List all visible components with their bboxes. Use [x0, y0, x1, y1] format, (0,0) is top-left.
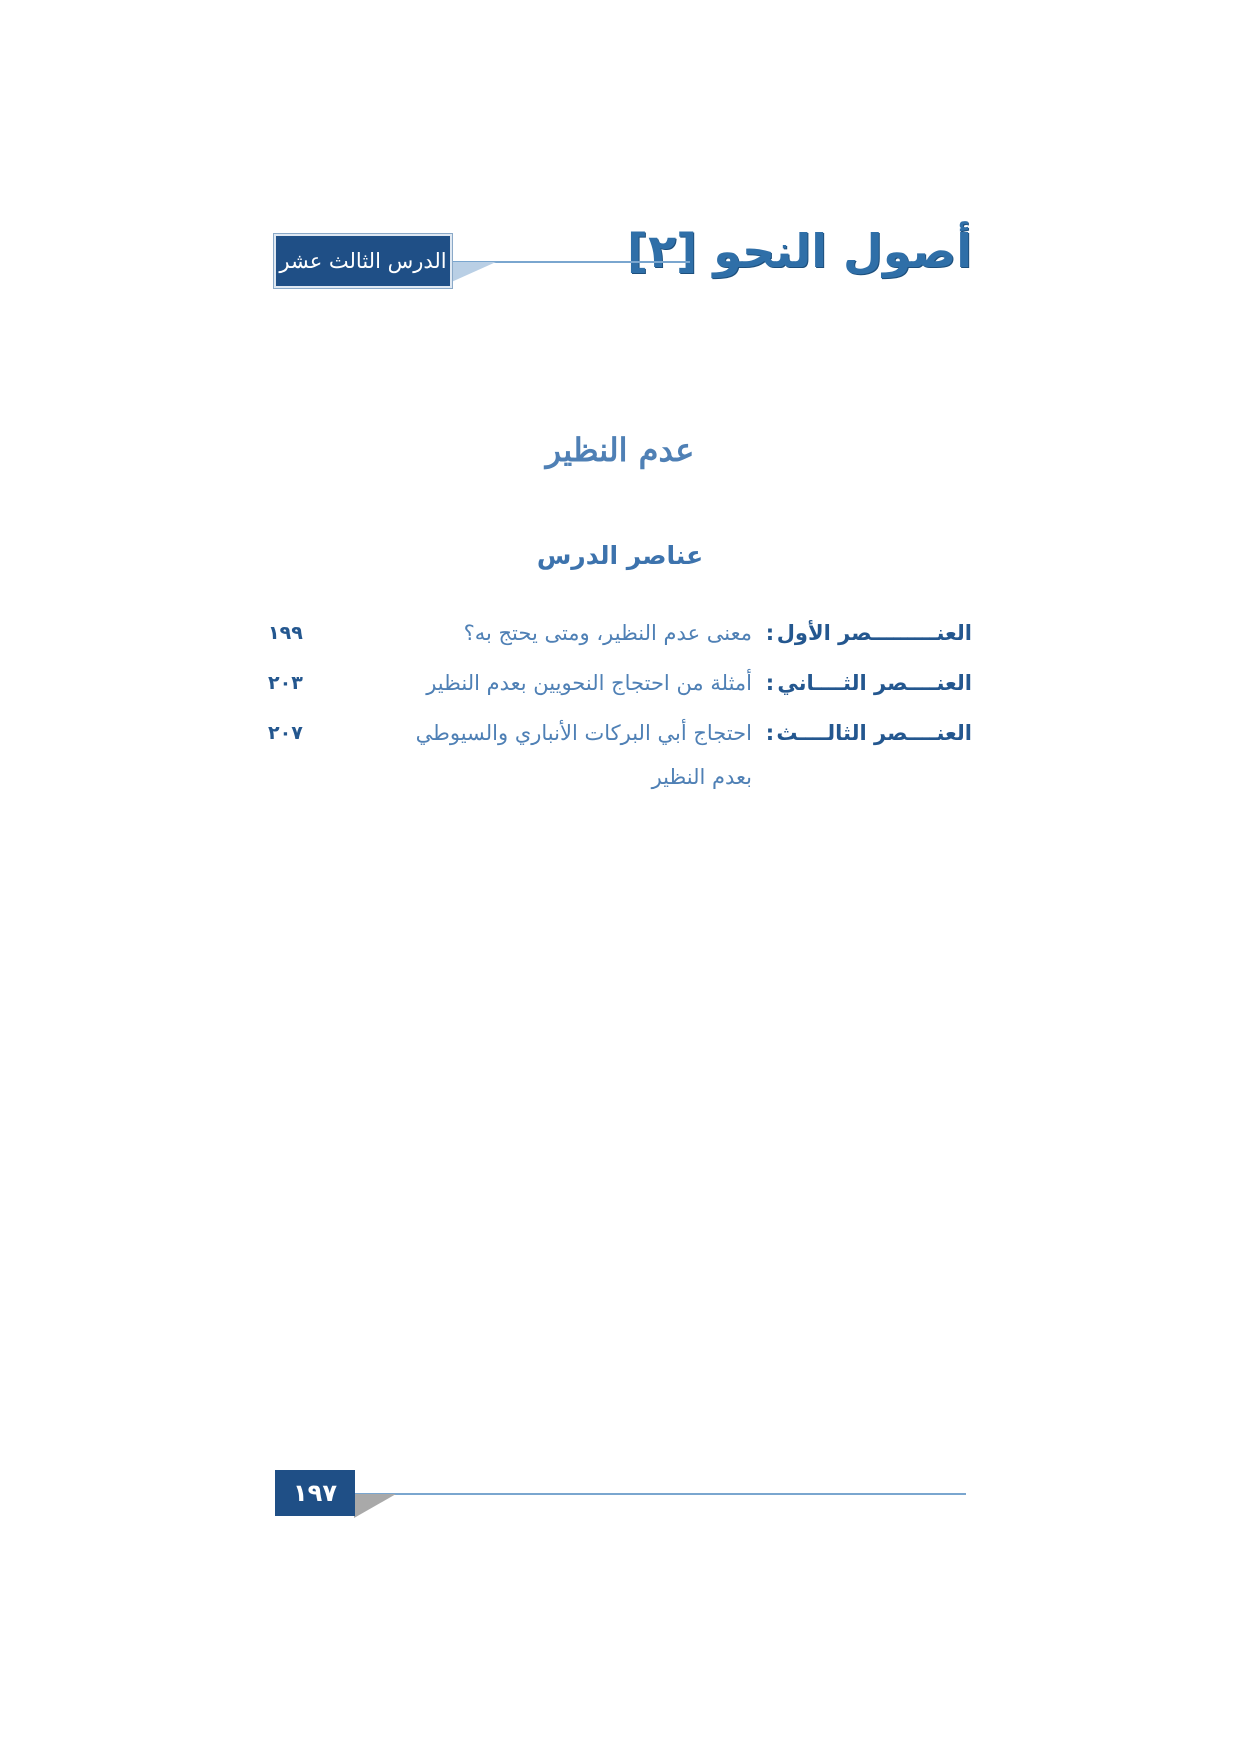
page-badge-shadow	[354, 1494, 396, 1518]
page-number: ١٩٧	[293, 1479, 337, 1507]
element-label: العنــــصر الثــــاني	[777, 671, 972, 695]
element-label: العنـــــــــصر الأول	[776, 621, 972, 645]
page-number-badge	[275, 1470, 355, 1516]
element-label: العنــــصر الثالــــث	[776, 721, 972, 745]
element-description: معنى عدم النظير، ومتى يحتج به؟	[463, 621, 752, 645]
elements-heading: عناصر الدرس	[536, 540, 704, 570]
lesson-label: الدرس الثالث عشر	[279, 249, 447, 273]
lesson-badge	[274, 234, 452, 288]
element-page-number: ١٩٩	[268, 622, 303, 644]
element-page-number: ٢٠٧	[268, 722, 303, 744]
element-separator: :	[765, 621, 775, 645]
lesson-heading: عدم النظير	[545, 431, 695, 470]
footer-rule	[354, 1493, 966, 1495]
book-title: أصول النحو [٢]	[627, 224, 972, 278]
element-description: أمثلة من احتجاج النحويين بعدم النظير	[426, 671, 752, 695]
element-page-number: ٢٠٣	[268, 672, 303, 694]
element-separator: :	[765, 721, 775, 745]
element-description: احتجاج أبي البركات الأنباري والسيوطي بعدم النظير	[415, 721, 752, 789]
list-item	[268, 718, 972, 814]
elements-list	[268, 618, 972, 814]
element-separator: :	[765, 671, 775, 695]
